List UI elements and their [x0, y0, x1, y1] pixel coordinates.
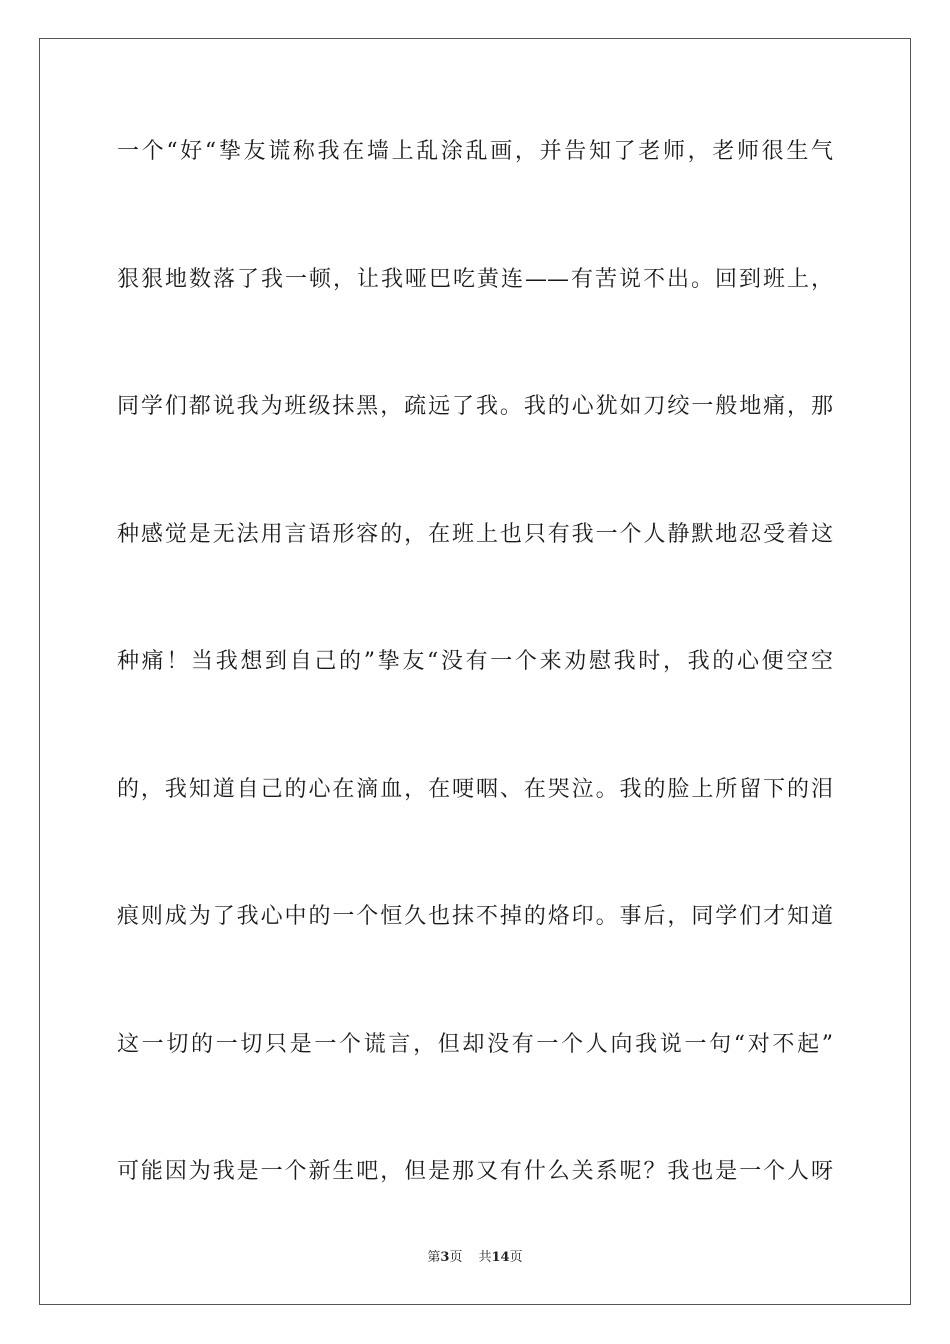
page-suffix: 页: [449, 1250, 463, 1265]
page-prefix: 第: [427, 1250, 441, 1265]
text-line: 狠狠地数落了我一顿，让我哑巴吃黄连——有苦说不出。回到班上，: [117, 266, 833, 292]
page-footer: [0, 1246, 950, 1265]
total-pages: 14: [491, 1250, 510, 1265]
document-body: [117, 128, 833, 1276]
total-prefix: 共: [478, 1250, 492, 1265]
text-line: 种痛！当我想到自己的”挚友“没有一个来劝慰我时，我的心便空空: [117, 649, 833, 674]
text-line: 的，我知道自己的心在滴血，在哽咽、在哭泣。我的脸上所留下的泪: [117, 776, 833, 802]
text-line: 种感觉是无法用言语形容的，在班上也只有我一个人静默地忍受着这: [117, 521, 833, 547]
text-line: 这一切的一切只是一个谎言，但却没有一个人向我说一句“对不起”: [117, 1031, 833, 1057]
total-suffix: 页: [509, 1250, 523, 1265]
page-number: 3: [440, 1250, 450, 1265]
text-line: 一个“好“挚友谎称我在墙上乱涂乱画，并告知了老师，老师很生气: [117, 139, 833, 164]
text-line: 同学们都说我为班级抹黑，疏远了我。我的心犹如刀绞一般地痛，那: [117, 394, 833, 419]
text-line: 痕则成为了我心中的一个恒久也抹不掉的烙印。事后，同学们才知道: [117, 904, 833, 929]
text-line: 可能因为我是一个新生吧，但是那又有什么关系呢？我也是一个人呀: [117, 1159, 833, 1184]
